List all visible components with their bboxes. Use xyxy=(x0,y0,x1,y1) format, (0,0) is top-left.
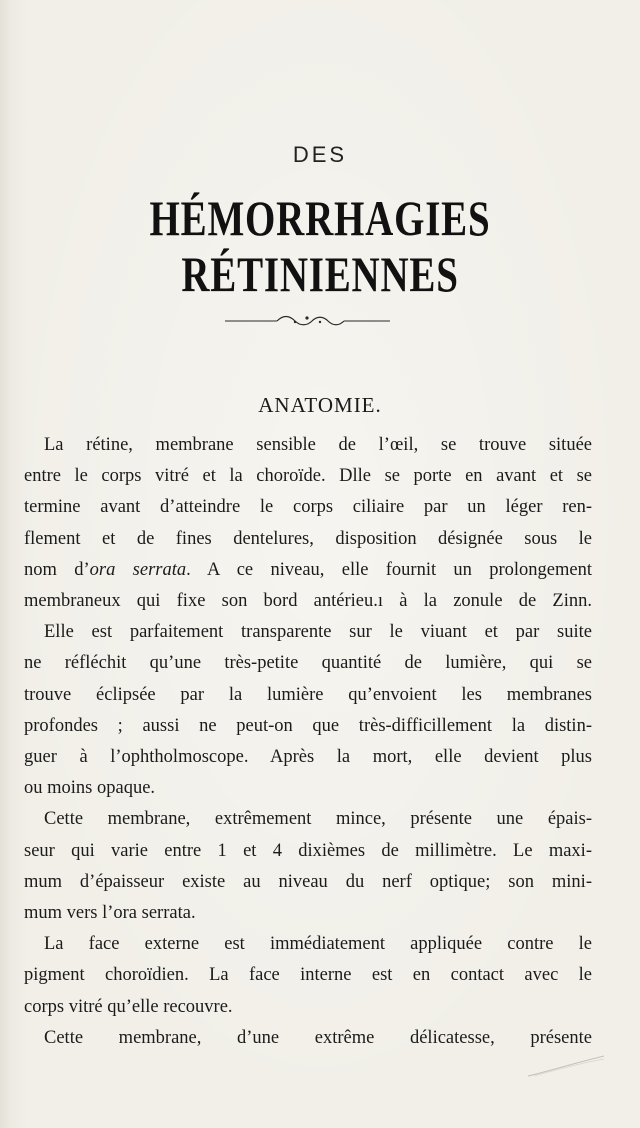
ornament-divider xyxy=(225,312,390,330)
text-line: guer à l’ophtholmoscope. Après la mort, elle devient plus xyxy=(24,747,592,768)
text-line: termine avant d’atteindre le corps ciliaire par un léger ren- xyxy=(24,497,592,518)
text-line: La face externe est immédiatement appliquée contre le xyxy=(44,934,592,955)
text-line: seur qui varie entre 1 et 4 dixièmes de millimètre. Le maxi- xyxy=(24,840,592,861)
text-line: Cette membrane, extrêmement mince, présente une épais- xyxy=(44,809,592,830)
body-text xyxy=(24,430,592,1054)
text-line: flement et de fines dentelures, disposition désignée sous le xyxy=(24,528,592,549)
text-line xyxy=(24,555,592,586)
italic-term: ora serrata xyxy=(89,559,187,580)
document-title: HÉMORRHAGIES RÉTINIENNES xyxy=(149,190,491,302)
text-line: ne réfléchit qu’une très-petite quantité de lumière, qui se xyxy=(24,653,592,674)
page-crease-mark xyxy=(526,1054,606,1078)
title-prefix: DES xyxy=(292,142,348,167)
text-line: corps vitré qu’elle recouvre. xyxy=(24,996,233,1017)
section-heading: ANATOMIE. xyxy=(258,393,382,417)
text-line: mum d’épaisseur existe au niveau du nerf optique; son mini- xyxy=(24,871,592,892)
text-line: mum vers l’ora serrata. xyxy=(24,903,196,924)
text-fragment: nom d’ xyxy=(24,559,90,580)
text-fragment: . A ce niveau, elle fournit un prolongement xyxy=(186,559,592,580)
text-line: entre le corps vitré et la choroïde. Dlle se porte en avant et se xyxy=(24,466,592,487)
text-line: Elle est parfaitement transparente sur le viuant et par suite xyxy=(44,622,592,643)
text-line: profondes ; aussi ne peut-on que très-difficillement la distin- xyxy=(24,715,592,736)
text-line: pigment choroïdien. La face interne est en contact avec le xyxy=(24,965,592,986)
text-line: membraneux qui fixe son bord antérieu.ı à la zonule de Zinn. xyxy=(24,591,592,612)
text-line: La rétine, membrane sensible de l’œil, se trouve située xyxy=(44,435,592,455)
text-line: Cette membrane, d’une extrême délicatesse, présente xyxy=(44,1027,592,1048)
text-line: ou moins opaque. xyxy=(24,778,156,799)
text-line: trouve éclipsée par la lumière qu’envoient les membranes xyxy=(24,684,592,705)
